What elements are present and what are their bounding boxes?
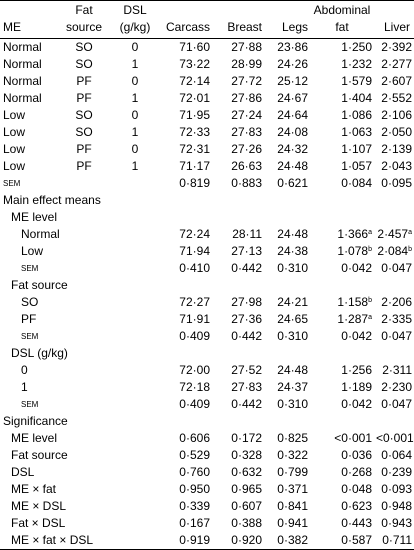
cell-carcass: 0·410: [179, 261, 210, 275]
cell-abdominal-fat: 0·048: [341, 482, 372, 496]
cell-liver: 0·239: [381, 465, 412, 479]
cell-dsl: 0: [131, 74, 139, 88]
cell-abdominal-fat: 0·623: [341, 499, 372, 513]
cell-legs: 23·86: [277, 40, 308, 54]
cell-dsl: 0: [131, 40, 139, 54]
cell-dsl: 1: [131, 91, 139, 105]
cell-carcass: 0·950: [179, 482, 210, 496]
header-abdominal-fat: Abdominal fat: [312, 1, 376, 39]
table-row: [0, 124, 414, 141]
cell-abdominal-fat: 1·063: [341, 125, 372, 139]
header-legs: Legs: [266, 1, 312, 39]
cell-abdominal-fat: $1\cdot 366^a$: [337, 227, 372, 241]
cell-legs: 0·371: [277, 482, 308, 496]
table-row: [0, 294, 414, 311]
subsection-heading-row: [0, 209, 414, 226]
cell-carcass: 0·529: [179, 448, 210, 462]
cell-liver: 0·047: [381, 397, 412, 411]
cell-legs: 24·32: [277, 142, 308, 156]
header-liver: Liver: [376, 1, 414, 39]
table-row: [0, 90, 414, 107]
section-heading-row: [0, 192, 414, 209]
table-row: [0, 39, 414, 57]
cell-legs: 0·310: [277, 261, 308, 275]
cell-abdominal-fat: 0·084: [341, 176, 372, 190]
cell-legs: 0·310: [277, 329, 308, 343]
cell-legs: 0·621: [277, 176, 308, 190]
sem-label: SEM: [21, 332, 39, 341]
cell-abdominal-fat: 1·086: [341, 108, 372, 122]
significance-heading: Significance: [3, 414, 68, 428]
me-level-heading: ME level: [11, 210, 58, 224]
table-row: [0, 379, 414, 396]
cell-fat-source: PF: [76, 159, 92, 173]
cell-liver: $2\cdot 457^a$: [377, 227, 412, 241]
cell-carcass: 72·14: [179, 74, 210, 88]
header-row: [0, 1, 414, 39]
cell-breast: 0·632: [231, 465, 262, 479]
cell-liver: 2·607: [381, 74, 412, 88]
cell-abdominal-fat: 1·232: [341, 57, 372, 71]
table-row: [0, 141, 414, 158]
cell-abdominal-fat: 0·587: [312, 532, 376, 550]
row-label: Low: [21, 244, 44, 258]
cell-legs: 25·12: [277, 74, 308, 88]
cell-legs: 24·67: [277, 91, 308, 105]
cell-dsl: 0: [131, 142, 139, 156]
cell-legs: 0·310: [277, 397, 308, 411]
row-label: 0: [21, 363, 28, 377]
cell-me: Low: [3, 142, 26, 156]
table-row: [0, 243, 414, 260]
cell-legs: 24·64: [277, 108, 308, 122]
row-label: ME × DSL: [11, 499, 67, 513]
row-label: 1: [21, 380, 28, 394]
cell-fat-source: PF: [76, 91, 92, 105]
cell-carcass: 72·33: [179, 125, 210, 139]
cell-me: Low: [3, 159, 26, 173]
sem-row: [0, 260, 414, 277]
header-dsl: DSL (g/kg): [110, 1, 160, 39]
cell-carcass: 0·760: [179, 465, 210, 479]
cell-abdominal-fat: 0·036: [341, 448, 372, 462]
cell-breast: 27·86: [231, 91, 262, 105]
row-label: Fat source: [11, 448, 68, 462]
cell-breast: 0·883: [231, 176, 262, 190]
cell-breast: 27·88: [231, 40, 262, 54]
cell-legs: 24·08: [277, 125, 308, 139]
cell-carcass: 71·94: [179, 244, 210, 258]
cell-me: Low: [3, 108, 26, 122]
cell-abdominal-fat: $1\cdot 078^b$: [337, 244, 372, 258]
cell-fat-source: PF: [76, 74, 92, 88]
cell-carcass: 72·18: [179, 380, 210, 394]
cell-liver: 2·392: [381, 40, 412, 54]
cell-breast: 27·83: [231, 125, 262, 139]
cell-me: Normal: [3, 40, 42, 54]
cell-liver: 2·206: [381, 295, 412, 309]
header-me: ME: [0, 1, 58, 39]
cell-liver: 0·095: [381, 176, 412, 190]
header-carcass: Carcass: [160, 1, 214, 39]
cell-liver: 2·230: [381, 380, 412, 394]
cell-breast: 0·920: [214, 532, 266, 550]
cell-breast: 0·388: [231, 516, 262, 530]
header-breast: Breast: [214, 1, 266, 39]
cell-legs: 24·37: [277, 380, 308, 394]
table-row: [0, 481, 414, 498]
cell-carcass: 71·95: [179, 108, 210, 122]
cell-liver: 2·050: [381, 125, 412, 139]
cell-breast: 27·52: [231, 363, 262, 377]
cell-fat-source: SO: [75, 125, 93, 139]
cell-legs: 24·48: [277, 159, 308, 173]
table-row: [0, 362, 414, 379]
dsl-heading: DSL (g/kg): [11, 346, 68, 360]
subsection-heading-row: [0, 345, 414, 362]
row-label: Normal: [21, 227, 60, 241]
cell-dsl: 1: [131, 159, 139, 173]
cell-legs: 24·48: [277, 363, 308, 377]
cell-carcass: 0·606: [179, 431, 210, 445]
sem-label: SEM: [3, 179, 21, 188]
cell-fat-source: PF: [76, 142, 92, 156]
cell-carcass: 72·01: [179, 91, 210, 105]
subsection-heading-row: [0, 277, 414, 294]
cell-legs: 0·941: [277, 516, 308, 530]
sem-label: SEM: [21, 400, 39, 409]
table-row: [0, 464, 414, 481]
cell-abdominal-fat: 1·256: [341, 363, 372, 377]
cell-legs: 24·26: [277, 57, 308, 71]
table-row: [0, 311, 414, 328]
cell-breast: 0·172: [231, 431, 262, 445]
cell-carcass: 0·819: [179, 176, 210, 190]
cell-carcass: 0·409: [179, 397, 210, 411]
sem-label: SEM: [21, 264, 39, 273]
cell-breast: 27·83: [231, 380, 262, 394]
cell-carcass: 0·919: [160, 532, 214, 550]
cell-carcass: 73·22: [179, 57, 210, 71]
cell-breast: 26·63: [231, 159, 262, 173]
cell-abdominal-fat: 0·042: [341, 329, 372, 343]
row-label: ME × fat: [11, 482, 57, 496]
cell-legs: 24·65: [277, 312, 308, 326]
table-row: [0, 158, 414, 175]
row-label: DSL: [11, 465, 35, 479]
sem-row: [0, 396, 414, 413]
cell-liver: 0·047: [381, 261, 412, 275]
cell-carcass: 71·91: [179, 312, 210, 326]
cell-me: Normal: [3, 74, 42, 88]
cell-carcass: 72·00: [179, 363, 210, 377]
cell-carcass: 71·60: [179, 40, 210, 54]
cell-liver: 0·093: [381, 482, 412, 496]
cell-abdominal-fat: $1\cdot 158^b$: [337, 295, 372, 309]
cell-liver: 0·948: [381, 499, 412, 513]
cell-legs: 0·825: [277, 431, 308, 445]
cell-liver: 0·064: [381, 448, 412, 462]
cell-abdominal-fat: 0·268: [341, 465, 372, 479]
cell-liver: 2·043: [381, 159, 412, 173]
cell-abdominal-fat: 0·443: [341, 516, 372, 530]
row-label: ME × fat × DSL: [0, 532, 160, 550]
cell-legs: 24·48: [277, 227, 308, 241]
cell-liver: 0·047: [381, 329, 412, 343]
cell-abdominal-fat: 1·250: [341, 40, 372, 54]
cell-legs: 0·799: [277, 465, 308, 479]
cell-legs: 0·841: [277, 499, 308, 513]
cell-liver: <0·001: [376, 431, 414, 445]
cell-abdominal-fat: 0·042: [341, 261, 372, 275]
cell-breast: 27·13: [231, 244, 262, 258]
cell-legs: 24·38: [277, 244, 308, 258]
table-row: [0, 107, 414, 124]
cell-fat-source: SO: [75, 108, 93, 122]
row-label: ME level: [11, 431, 58, 445]
cell-me: Low: [3, 125, 26, 139]
cell-abdominal-fat: 1·057: [341, 159, 372, 173]
cell-legs: 24·21: [277, 295, 308, 309]
cell-liver: 2·335: [381, 312, 412, 326]
table-row: [0, 73, 414, 90]
cell-liver: 2·106: [381, 108, 412, 122]
cell-carcass: 72·24: [179, 227, 210, 241]
main-effect-means-heading: Main effect means: [3, 193, 101, 207]
cell-breast: 27·98: [231, 295, 262, 309]
cell-carcass: 0·409: [179, 329, 210, 343]
cell-dsl: 1: [131, 125, 139, 139]
sem-row: [0, 175, 414, 192]
table-row: [0, 56, 414, 73]
cell-abdominal-fat: <0·001: [334, 431, 372, 445]
cell-me: Normal: [3, 57, 42, 71]
cell-carcass: 71·17: [179, 159, 210, 173]
cell-breast: 27·26: [231, 142, 262, 156]
cell-dsl: 1: [131, 57, 139, 71]
table-row: [0, 447, 414, 464]
cell-liver: 2·139: [381, 142, 412, 156]
fat-source-heading: Fat source: [11, 278, 68, 292]
cell-liver: $2\cdot 084^b$: [377, 244, 412, 258]
cell-breast: 0·965: [231, 482, 262, 496]
cell-fat-source: SO: [75, 40, 93, 54]
cell-breast: 0·328: [231, 448, 262, 462]
table-row: [0, 498, 414, 515]
cell-liver: 2·277: [381, 57, 412, 71]
sem-row: [0, 328, 414, 345]
cell-liver: 0·943: [381, 516, 412, 530]
header-fat-source: Fat source: [58, 1, 110, 39]
cell-liver: 0·711: [376, 532, 414, 550]
cell-liver: 2·311: [382, 363, 412, 377]
cell-breast: 0·442: [231, 397, 262, 411]
cell-breast: 27·72: [231, 74, 262, 88]
cell-liver: 2·552: [381, 91, 412, 105]
cell-breast: 0·442: [231, 329, 262, 343]
cell-abdominal-fat: 1·404: [341, 91, 372, 105]
cell-carcass: 72·31: [179, 142, 210, 156]
cell-carcass: 0·167: [179, 516, 210, 530]
table-row: [0, 430, 414, 447]
cell-abdominal-fat: 1·189: [341, 380, 372, 394]
table-row: [0, 515, 414, 532]
cell-breast: 28·99: [231, 57, 262, 71]
cell-breast: 27·36: [231, 312, 262, 326]
cell-carcass: 72·27: [179, 295, 210, 309]
table-row: [0, 532, 414, 550]
section-heading-row: [0, 413, 414, 430]
cell-abdominal-fat: 0·042: [341, 397, 372, 411]
row-label: SO: [21, 295, 39, 309]
cell-legs: 0·382: [266, 532, 312, 550]
cell-abdominal-fat: $1\cdot 287^a$: [337, 312, 372, 326]
row-label: PF: [21, 312, 37, 326]
cell-abdominal-fat: 1·579: [341, 74, 372, 88]
cell-breast: 0·442: [231, 261, 262, 275]
row-label: Fat × DSL: [11, 516, 66, 530]
cell-dsl: 0: [131, 108, 139, 122]
cell-legs: 0·322: [277, 448, 308, 462]
cell-me: Normal: [3, 91, 42, 105]
cell-breast: 28·11: [232, 227, 262, 241]
table-row: [0, 226, 414, 243]
cell-breast: 27·24: [231, 108, 262, 122]
cell-breast: 0·607: [231, 499, 262, 513]
cell-fat-source: SO: [75, 57, 93, 71]
cell-abdominal-fat: 1·107: [341, 142, 372, 156]
cell-carcass: 0·339: [179, 499, 210, 513]
